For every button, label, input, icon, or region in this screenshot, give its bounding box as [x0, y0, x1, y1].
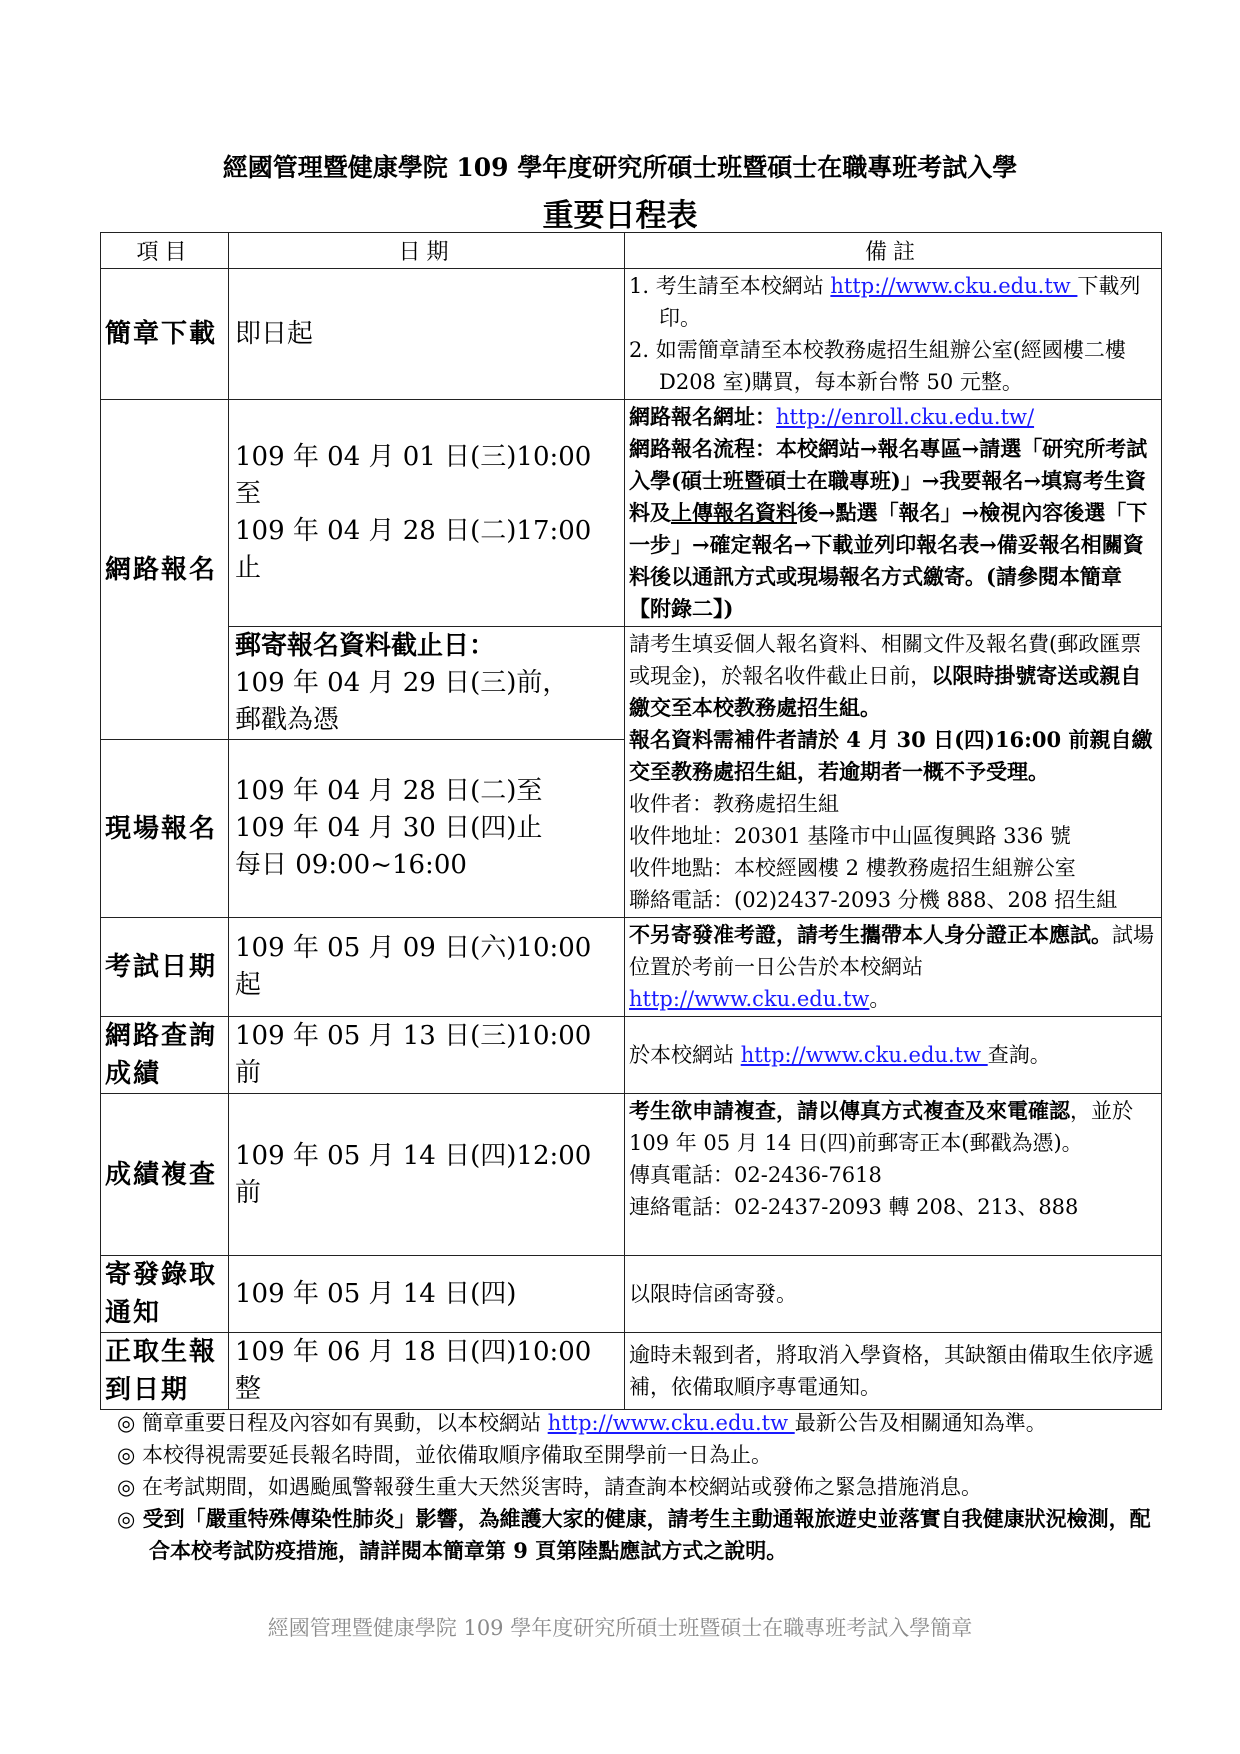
- schedule-table: [100, 232, 1162, 1410]
- footnotes: [117, 1407, 1167, 1567]
- row-item-brochure: 簡章下載: [101, 269, 229, 400]
- row-note-exam: 不另寄發准考證，請考生攜帶本人身分證正本應試。試場位置於考前一日公告於本校網站 http://www.cku.edu.tw。: [625, 918, 1162, 1017]
- website-link[interactable]: http://www.cku.edu.tw: [740, 1043, 988, 1067]
- website-link[interactable]: http://www.cku.edu.tw: [547, 1411, 795, 1435]
- table-row: [101, 400, 1162, 627]
- header-date: 日期: [229, 233, 625, 269]
- row-date-mail: 郵寄報名資料截止日： 109 年 04 月 29 日(三)前， 郵戳為憑: [229, 627, 625, 740]
- row-date-exam: 109 年 05 月 09 日(六)10:00 起: [229, 918, 625, 1017]
- footnote: ◎ 本校得視需要延長報名時間，並依備取順序備取至開學前一日為止。: [117, 1443, 772, 1467]
- document-title: 經國管理暨健康學院 109 學年度研究所碩士班暨碩士在職專班考試入學: [222, 153, 1018, 182]
- row-date-onsite: 109 年 04 月 28 日(二)至 109 年 04 月 30 日(四)止 每日 09:00~16:00: [229, 740, 625, 918]
- table-row: [101, 627, 1162, 740]
- footnote: ◎ 簡章重要日程及內容如有異動，以本校網站 http://www.cku.edu.tw 最新公告及相關通知為準。: [117, 1411, 1047, 1435]
- row-item-onsite: 現場報名: [101, 740, 229, 918]
- note-list-item: 1. 考生請至本校網站 http://www.cku.edu.tw 下載列印。: [629, 274, 1141, 330]
- table-row: [101, 1017, 1162, 1094]
- row-date-notice: 109 年 05 月 14 日(四): [229, 1256, 625, 1333]
- website-link[interactable]: http://www.cku.edu.tw: [830, 274, 1078, 298]
- table-row: [101, 1333, 1162, 1410]
- row-date-review: 109 年 05 月 14 日(四)12:00 前: [229, 1094, 625, 1256]
- footnote: ◎ 受到「嚴重特殊傳染性肺炎」影響，為維護大家的健康，請考生主動通報旅遊史並落實自我健康狀況檢測，配合本校考試防疫措施，請詳閱本簡章第 9 頁第陸點應試方式之說明。: [117, 1506, 1151, 1563]
- header-item: 項目: [101, 233, 229, 269]
- document-subtitle: 重要日程表: [542, 198, 698, 234]
- note-list-item: 2. 如需簡章請至本校教務處招生組辦公室(經國樓二樓 D208 室)購買，每本新台幣 50 元整。: [629, 338, 1126, 394]
- row-date-online: 109 年 04 月 01 日(三)10:00 至 109 年 04 月 28 日(二)17:00 止: [229, 400, 625, 627]
- table-row: [101, 1094, 1162, 1256]
- row-note-mail: 請考生填妥個人報名資料、相關文件及報名費(郵政匯票或現金)，於報名收件截止日前，以限時掛號寄送或親自繳交至本校教務處招生組。 報名資料需補件者請於 4 月 30 日(四)16:00 前親自繳交至教務處招生組，若逾期者一概不予受理。 收件者：教務處招生組 收件地址：20301 基隆市中山區復興路 336 號 收件地點：本校經國樓 2 樓教務處招生組辦公室 聯絡電話：(02)2437-2093 分機 888、208 招生組: [625, 627, 1162, 918]
- row-note-query: 於本校網站 http://www.cku.edu.tw 查詢。: [625, 1017, 1162, 1094]
- row-item-query: 網路查詢成績: [101, 1017, 229, 1094]
- row-note-online: 網路報名網址：http://enroll.cku.edu.tw/ 網路報名流程：本校網站→報名專區→請選「研究所考試入學(碩士班暨碩士在職專班)」→我要報名→填寫考生資料及上傳報名資料後→點選「報名」→檢視內容後選「下一步」→確定報名→下載並列印報名表→備妥報名相關資料後以通訊方式或現場報名方式繳寄。(請參閱本簡章【附錄二】): [625, 400, 1162, 627]
- page-footer: 經國管理暨健康學院 109 學年度研究所碩士班暨碩士在職專班考試入學簡章: [267, 1616, 973, 1640]
- row-date-brochure: 即日起: [229, 269, 625, 400]
- row-item-report: 正取生報到日期: [101, 1333, 229, 1410]
- table-row: [101, 918, 1162, 1017]
- row-note-review: 考生欲申請複查，請以傳真方式複查及來電確認，並於 109 年 05 月 14 日(四)前郵寄正本(郵戳為憑)。 傳真電話：02-2436-7618 連絡電話：02-2437-2093 轉 208、213、888: [625, 1094, 1162, 1256]
- row-note-report: 逾時未報到者，將取消入學資格，其缺額由備取生依序遞補，依備取順序專電通知。: [625, 1333, 1162, 1410]
- footnote: ◎ 在考試期間，如遇颱風警報發生重大天然災害時，請查詢本校網站或發佈之緊急措施消息。: [117, 1475, 982, 1499]
- website-link[interactable]: http://www.cku.edu.tw: [629, 987, 870, 1011]
- table-row: [101, 1256, 1162, 1333]
- enroll-link[interactable]: http://enroll.cku.edu.tw/: [776, 405, 1035, 429]
- row-item-review: 成績複查: [101, 1094, 229, 1256]
- row-date-report: 109 年 06 月 18 日(四)10:00 整: [229, 1333, 625, 1410]
- table-row: [101, 269, 1162, 400]
- row-note-brochure: [625, 269, 1162, 400]
- table-header-row: [101, 233, 1162, 269]
- header-note: 備註: [625, 233, 1162, 269]
- row-date-query: 109 年 05 月 13 日(三)10:00 前: [229, 1017, 625, 1094]
- row-item-online: 網路報名: [101, 400, 229, 740]
- row-note-notice: 以限時信函寄發。: [625, 1256, 1162, 1333]
- row-item-notice: 寄發錄取通知: [101, 1256, 229, 1333]
- row-item-exam: 考試日期: [101, 918, 229, 1017]
